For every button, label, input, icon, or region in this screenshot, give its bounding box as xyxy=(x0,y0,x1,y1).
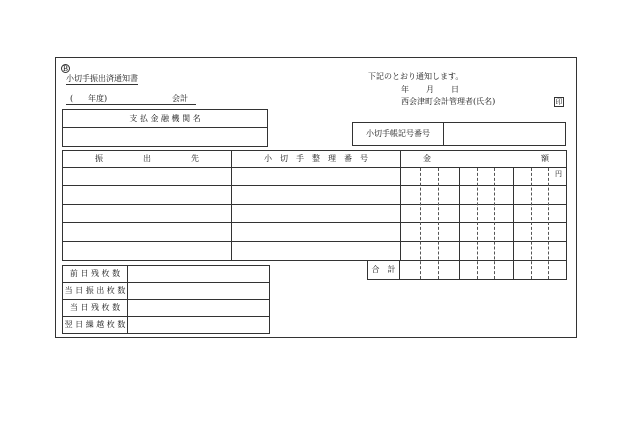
check-number-cell[interactable] xyxy=(232,205,401,223)
header-check-number: 小 切 手 整 理 番 号 xyxy=(232,151,401,168)
count-value-cell[interactable] xyxy=(128,317,270,334)
count-value-cell[interactable] xyxy=(128,266,270,283)
notice-text: 下記のとおり通知します。 xyxy=(368,72,464,81)
fiscal-year-label: 年度) xyxy=(88,94,108,103)
group-divider xyxy=(513,168,514,279)
header-amount-left: 金 xyxy=(423,154,431,163)
form-title: 小切手振出済通知書 xyxy=(66,74,138,83)
digit-divider xyxy=(548,168,549,279)
digit-divider xyxy=(420,168,421,279)
header-payee: 振 出 先 xyxy=(63,151,232,168)
fiscal-year-open: ( xyxy=(70,94,74,103)
group-divider xyxy=(459,168,460,279)
payee-cell[interactable] xyxy=(63,242,232,261)
date-day: 日 xyxy=(451,85,459,94)
count-label: 翌 日 繰 越 枚 数 xyxy=(63,317,128,334)
count-label: 当 日 振 出 枚 数 xyxy=(63,283,128,300)
digit-divider xyxy=(438,168,439,279)
count-value-cell[interactable] xyxy=(128,300,270,317)
digit-divider xyxy=(531,168,532,279)
seal-mark: 印 xyxy=(555,98,563,106)
amount-cell[interactable] xyxy=(401,205,567,223)
count-value-cell[interactable] xyxy=(128,283,270,300)
check-number-cell[interactable] xyxy=(232,168,401,186)
bank-name-cell[interactable] xyxy=(63,128,268,147)
total-amount-cell[interactable] xyxy=(400,261,567,280)
total-table xyxy=(367,260,567,280)
digit-divider xyxy=(477,168,478,279)
check-number-cell[interactable] xyxy=(232,223,401,242)
account-label: 会計 xyxy=(172,94,188,103)
yen-unit: 円 xyxy=(555,170,562,178)
payee-cell[interactable] xyxy=(63,205,232,223)
payee-cell[interactable] xyxy=(63,186,232,205)
header-amount-right: 額 xyxy=(541,154,549,163)
date-month: 月 xyxy=(426,85,434,94)
bank-header: 支 払 金 融 機 関 名 xyxy=(63,110,268,128)
form-mark-b: B xyxy=(62,65,69,73)
checkbook-table xyxy=(352,122,566,146)
header-amount xyxy=(401,151,567,168)
date-year: 年 xyxy=(401,85,409,94)
amount-cell[interactable] xyxy=(401,168,567,186)
payee-cell[interactable] xyxy=(63,168,232,186)
bank-table xyxy=(62,109,268,147)
amount-cell[interactable] xyxy=(401,186,567,205)
checkbook-label: 小切手帳記号番号 xyxy=(353,123,444,146)
amount-cell[interactable] xyxy=(401,223,567,242)
main-table xyxy=(62,150,567,261)
issuer-name-label: 西会津町会計管理者(氏名) xyxy=(401,97,496,106)
fiscal-year-underline xyxy=(66,104,196,105)
amount-cell[interactable] xyxy=(401,242,567,261)
checkbook-number-cell[interactable] xyxy=(444,123,566,146)
count-label: 当 日 残 枚 数 xyxy=(63,300,128,317)
total-label: 合 計 xyxy=(368,261,400,280)
digit-divider xyxy=(494,168,495,279)
check-number-cell[interactable] xyxy=(232,186,401,205)
count-label: 前 日 残 枚 数 xyxy=(63,266,128,283)
counts-table xyxy=(62,265,270,334)
payee-cell[interactable] xyxy=(63,223,232,242)
check-number-cell[interactable] xyxy=(232,242,401,261)
